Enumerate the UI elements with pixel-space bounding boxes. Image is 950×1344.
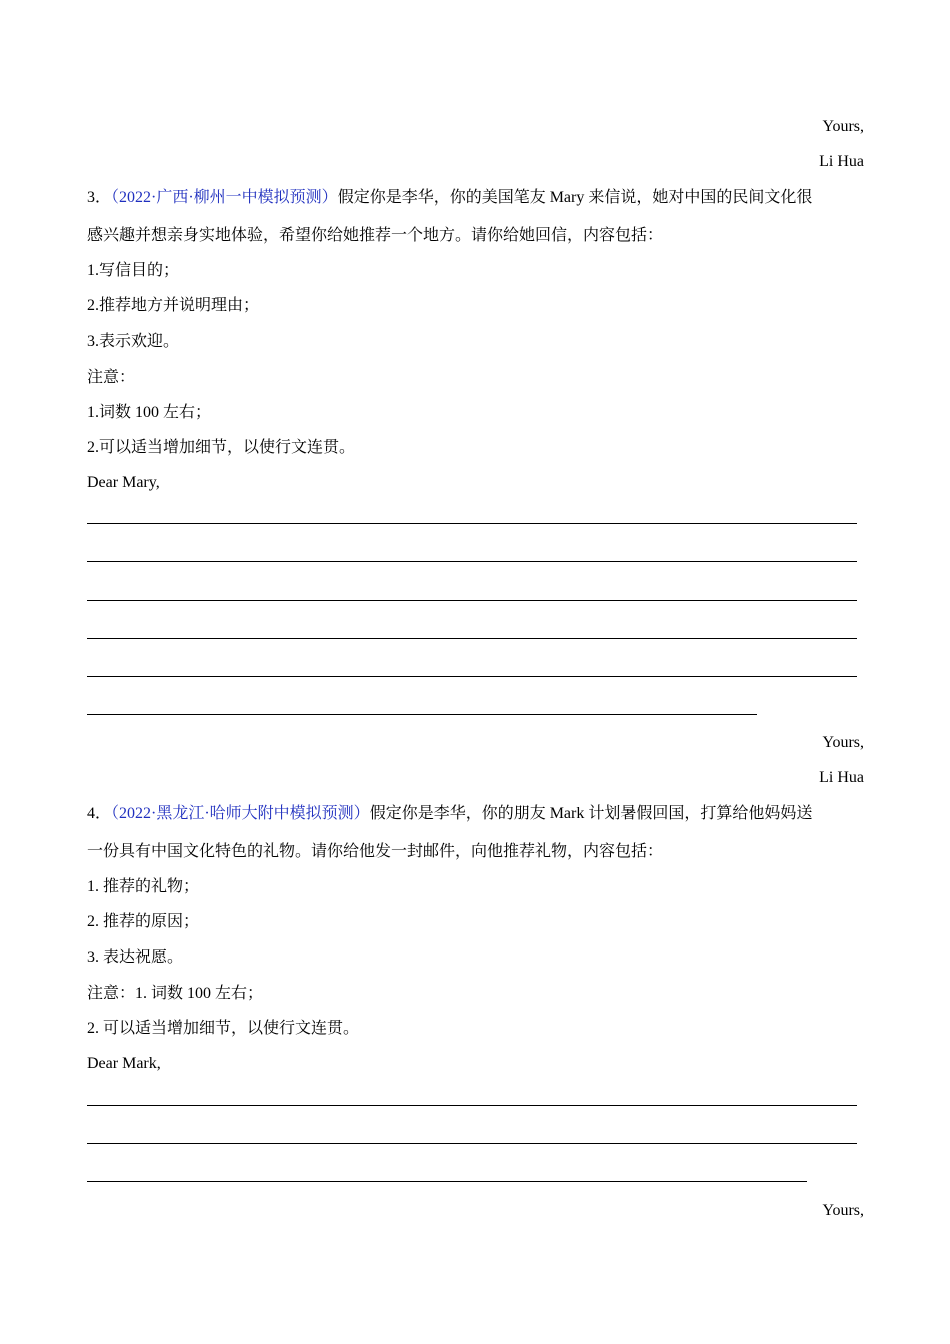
q3-note-1: 1.词数 100 左右； bbox=[87, 404, 212, 421]
q4-line-2: 一份具有中国文化特色的礼物。请你给他发一封邮件，向他推荐礼物，内容包括： bbox=[87, 843, 664, 860]
q3-closing-signature: Li Hua bbox=[819, 769, 864, 786]
q4-answer-line-3[interactable] bbox=[87, 1181, 807, 1182]
q4-note-1: 注意：1. 词数 100 左右； bbox=[87, 985, 264, 1002]
q3-number: 3． bbox=[87, 189, 112, 206]
q3-answer-line-1[interactable] bbox=[87, 523, 857, 524]
q3-prompt-1: 假定你是李华，你的美国笔友 Mary 来信说，她对中国的民间文化很 bbox=[337, 189, 813, 206]
q3-item-2: 2.推荐地方并说明理由； bbox=[87, 297, 260, 314]
q4-number: 4． bbox=[87, 805, 112, 822]
q3-source: （2022·广西·柳州一中模拟预测） bbox=[111, 189, 338, 206]
q3-note-label: 注意： bbox=[87, 369, 136, 386]
q3-answer-line-2[interactable] bbox=[87, 561, 857, 562]
q3-answer-line-3[interactable] bbox=[87, 600, 857, 601]
q3-line-2: 感兴趣并想亲身实地体验，希望你给她推荐一个地方。请你给她回信，内容包括： bbox=[87, 227, 664, 244]
q3-line-1 bbox=[87, 188, 812, 208]
q3-answer-line-6[interactable] bbox=[87, 714, 757, 715]
q4-source: （2022·黑龙江·哈师大附中模拟预测） bbox=[111, 805, 370, 822]
q4-closing-yours: Yours, bbox=[822, 1202, 864, 1219]
closing-signature: Li Hua bbox=[819, 153, 864, 170]
q4-prompt-1: 假定你是李华，你的朋友 Mark 计划暑假回国，打算给他妈妈送 bbox=[369, 805, 813, 822]
q3-answer-line-4[interactable] bbox=[87, 638, 857, 639]
q4-greeting: Dear Mark, bbox=[87, 1055, 161, 1072]
q4-answer-line-2[interactable] bbox=[87, 1143, 857, 1144]
q4-item-2: 2. 推荐的原因； bbox=[87, 913, 200, 930]
q3-answer-line-5[interactable] bbox=[87, 676, 857, 677]
q3-closing-yours: Yours, bbox=[822, 734, 864, 751]
q4-note-2: 2. 可以适当增加细节，以使行文连贯。 bbox=[87, 1020, 360, 1037]
q3-note-2: 2.可以适当增加细节，以使行文连贯。 bbox=[87, 439, 356, 456]
closing-yours: Yours, bbox=[822, 118, 864, 135]
q4-line-1 bbox=[87, 804, 812, 824]
q3-greeting: Dear Mary, bbox=[87, 474, 160, 491]
q4-item-1: 1. 推荐的礼物； bbox=[87, 878, 200, 895]
q3-item-1: 1.写信目的； bbox=[87, 262, 180, 279]
q4-answer-line-1[interactable] bbox=[87, 1105, 857, 1106]
q4-item-3: 3. 表达祝愿。 bbox=[87, 949, 184, 966]
q3-item-3: 3.表示欢迎。 bbox=[87, 333, 180, 350]
